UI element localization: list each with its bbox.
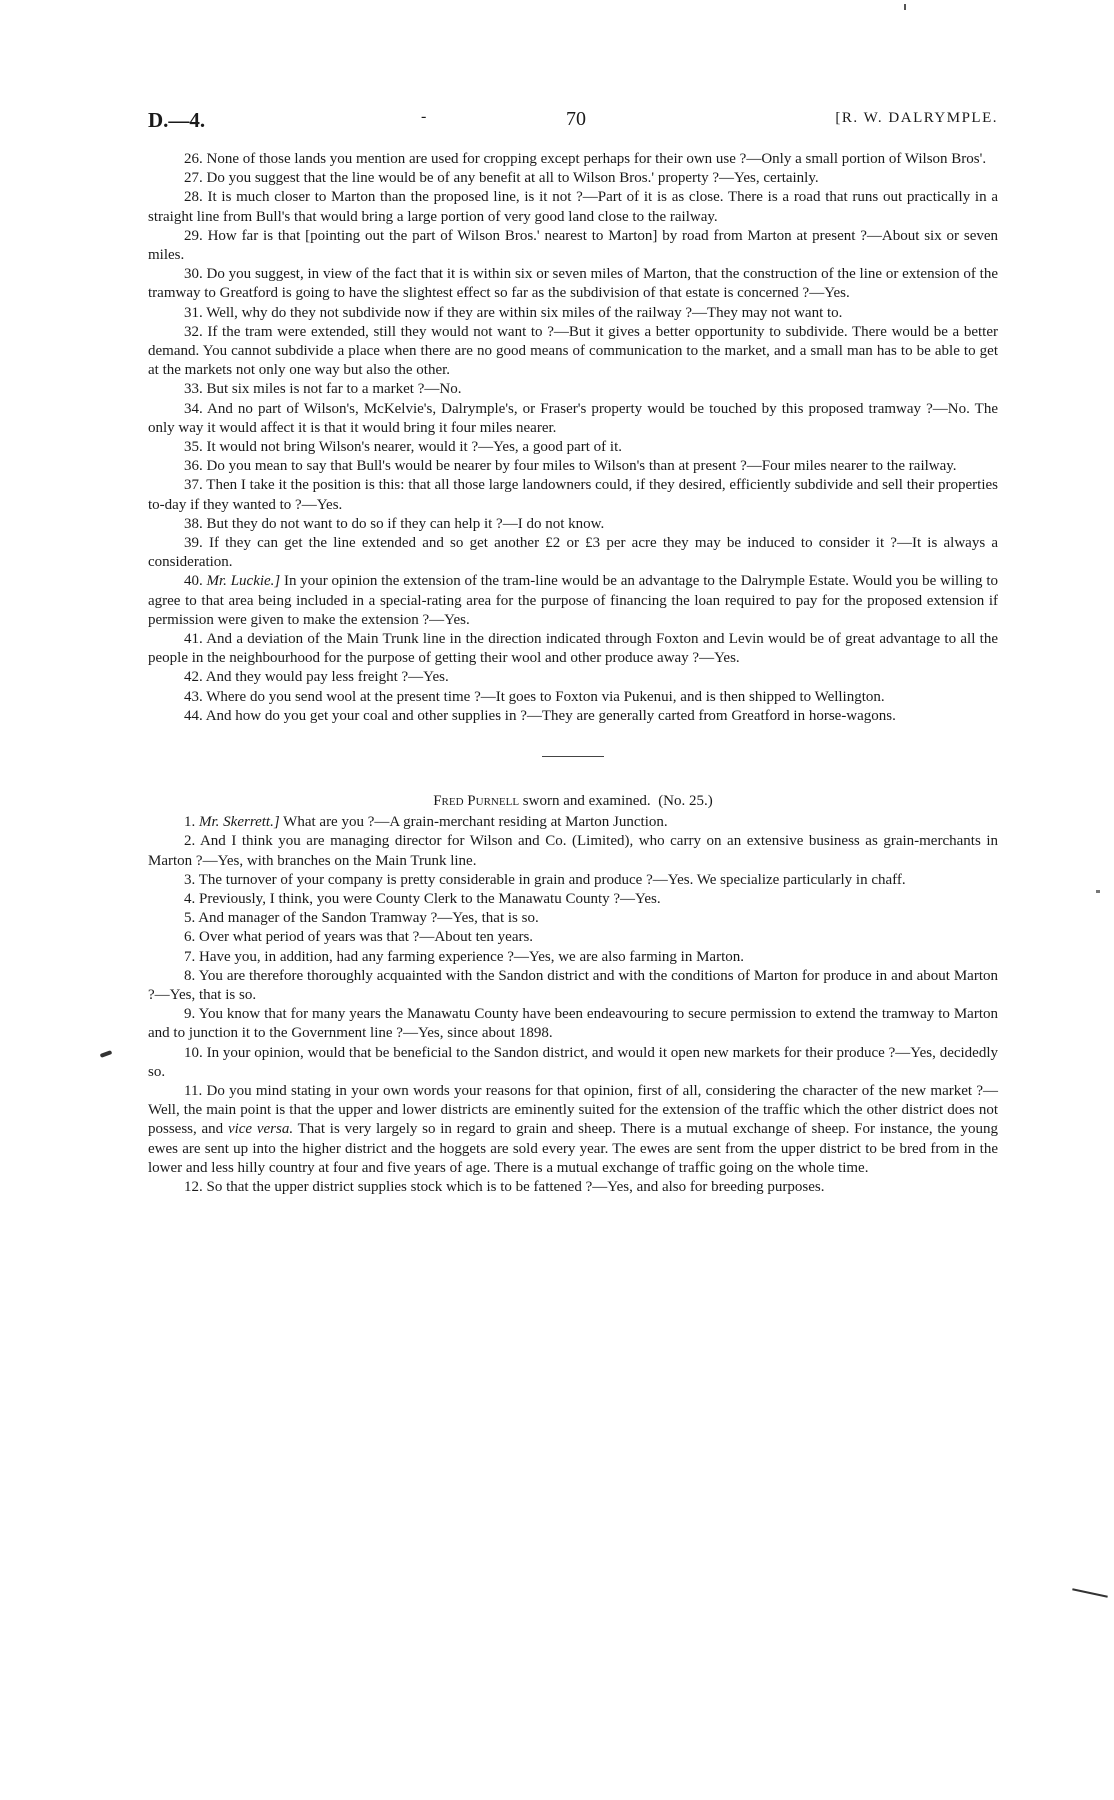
- scan-mark: [1072, 1588, 1108, 1597]
- header-dash: -: [421, 108, 427, 125]
- question-paragraph: 28. It is much closer to Marton than the proposed line, is it not ?—Part of it is as close. There is a road that runs out practically in a straight line from Bull's that would bring a large portion of very good land close to the railway.: [148, 189, 998, 225]
- question-paragraph: 6. Over what period of years was that ?—About ten years.: [184, 929, 534, 946]
- question-paragraph: 36. Do you mean to say that Bull's would be nearer by four miles to Wilson's than at present ?—Four miles nearer to the railway.: [184, 458, 957, 475]
- question-paragraph: 7. Have you, in addition, had any farming experience ?—Yes, we are also farming in Marton.: [184, 948, 744, 965]
- question-paragraph: 37. Then I take it the position is this: that all those large landowners could, if they desired, efficiently subdivide and sell their properties to-day if they wanted to ?—Yes.: [148, 477, 999, 513]
- question-paragraph: 34. And no part of Wilson's, McKelvie's, Dalrymple's, or Fraser's property would be touched by this proposed tramway ?—No. The only way it would affect it is that it would bring it four miles nearer.: [148, 400, 998, 436]
- document-code: D.—4.: [148, 108, 206, 132]
- question-paragraph: 9. You know that for many years the Manawatu County have been endeavouring to secure permission to extend the tramway to Marton and to junction it to the Government line ?—Yes, since about 1898.: [148, 1006, 998, 1042]
- scan-mark: [100, 1050, 113, 1058]
- question-paragraph: 11. Do you mind stating in your own words your reasons for that opinion, first of all, considering the character of the new market ?—Well, the main point is that the upper and lower districts are eminently suited for the extension of the traffic which the other district does not possess, and vice versa. That is very largely so in regard to grain and sheep. There is a mutual exchange of sheep. For instance, the young ewes are sent up into the higher district and the hoggets are sold every year. The ewes are sent from the upper district to be bred from in the lower and less hilly country at four and five years of age. There is a mutual exchange of traffic going on the whole time.: [148, 1082, 998, 1176]
- question-paragraph: 3. The turnover of your company is pretty considerable in grain and produce ?—Yes. We specialize particularly in chaff.: [184, 871, 906, 888]
- question-paragraph: 5. And manager of the Sandon Tramway ?—Yes, that is so.: [184, 910, 539, 927]
- section-divider: [542, 756, 604, 757]
- question-paragraph: 31. Well, why do they not subdivide now if they are within six miles of the railway ?—They may not want to.: [184, 304, 843, 321]
- speaker-name: Mr. Luckie.]: [206, 573, 281, 590]
- question-paragraph: 33. But six miles is not far to a market ?—No.: [184, 381, 462, 398]
- page-number: 70: [566, 108, 586, 130]
- witness-number: (No. 25.): [658, 793, 713, 810]
- question-paragraph: 38. But they do not want to do so if they can help it ?—I do not know.: [184, 515, 605, 532]
- italic-phrase: vice versa.: [227, 1121, 294, 1138]
- question-paragraph: 43. Where do you send wool at the present time ?—It goes to Foxton via Pukenui, and is then shipped to Wellington.: [184, 688, 885, 705]
- question-paragraph: 35. It would not bring Wilson's nearer, would it ?—Yes, a good part of it.: [184, 439, 622, 456]
- question-paragraph: 41. And a deviation of the Main Trunk line in the direction indicated through Foxton and Levin would be of great advantage to all the people in the neighbourhood for the purpose of getting their wool and other produce away ?—Yes.: [148, 631, 998, 667]
- page-header: [148, 108, 998, 142]
- scan-mark: [904, 4, 906, 10]
- question-paragraph: 29. How far is that [pointing out the part of Wilson Bros.' nearest to Marton] by road from Marton at present ?—About six or seven miles.: [148, 227, 999, 264]
- scan-mark: [1096, 890, 1100, 893]
- question-paragraph: 32. If the tram were extended, still they would not want to ?—But it gives a better opportunity to subdivide. There would be a better demand. You cannot subdivide a place when there are no good means of communication to the market, and a small man has to be able to get at the markets not only one way but also the other.: [148, 323, 999, 379]
- question-paragraph: 26. None of those lands you mention are used for cropping except perhaps for their own use ?—Only a small portion of Wilson Bros'.: [184, 151, 987, 167]
- question-paragraph: 27. Do you suggest that the line would be of any benefit at all to Wilson Bros.' property ?—Yes, certainly.: [184, 170, 819, 187]
- testimony-section-2: [148, 813, 998, 1197]
- question-paragraph: 40. Mr. Luckie.] In your opinion the extension of the tram-line would be an advantage to the Dalrymple Estate. Would you be willing to agree to that area being included in a special-rating area for the purpose of financing the loan required to pay for the proposed extension if permission were given to make the extension ?—Yes.: [148, 573, 998, 628]
- question-paragraph: 2. And I think you are managing director for Wilson and Co. (Limited), who carry on an extensive business as grain-merchants in Marton ?—Yes, with branches on the Main Trunk line.: [148, 833, 998, 869]
- witness-name: Fred Purnell: [433, 793, 520, 810]
- question-paragraph: 30. Do you suggest, in view of the fact that it is within six or seven miles of Marton, that the construction of the line or extension of the tramway to Greatford is going to have the slightest effect so far as the subdivision of that estate is concerned ?—Yes.: [148, 266, 998, 302]
- question-paragraph: 8. You are therefore thoroughly acquainted with the Sandon district and with the conditions of Marton for produce in and about Marton ?—Yes, that is so.: [148, 967, 998, 1003]
- witness-running-head: [R. W. DALRYMPLE.: [835, 110, 998, 126]
- question-paragraph: 1. Mr. Skerrett.] What are you ?—A grain-merchant residing at Marton Junction.: [184, 814, 668, 831]
- question-paragraph: 39. If they can get the line extended and so get another £2 or £3 per acre they may be induced to consider it ?—It is always a consideration.: [148, 535, 999, 571]
- question-paragraph: 12. So that the upper district supplies stock which is to be fattened ?—Yes, and also for breeding purposes.: [184, 1178, 825, 1195]
- witness-heading: Fred Purnell sworn and examined. (No. 25.): [433, 793, 713, 810]
- question-paragraph: 10. In your opinion, would that be beneficial to the Sandon district, and would it open new markets for their produce ?—Yes, decidedly so.: [148, 1044, 999, 1080]
- speaker-name: Mr. Skerrett.]: [199, 814, 280, 831]
- question-paragraph: 44. And how do you get your coal and other supplies in ?—They are generally carted from Greatford in horse-wagons.: [184, 707, 896, 724]
- question-paragraph: 4. Previously, I think, you were County Clerk to the Manawatu County ?—Yes.: [184, 890, 661, 907]
- testimony-section-1: [148, 150, 998, 726]
- question-paragraph: 42. And they would pay less freight ?—Yes.: [184, 669, 449, 686]
- document-page: [148, 108, 998, 1197]
